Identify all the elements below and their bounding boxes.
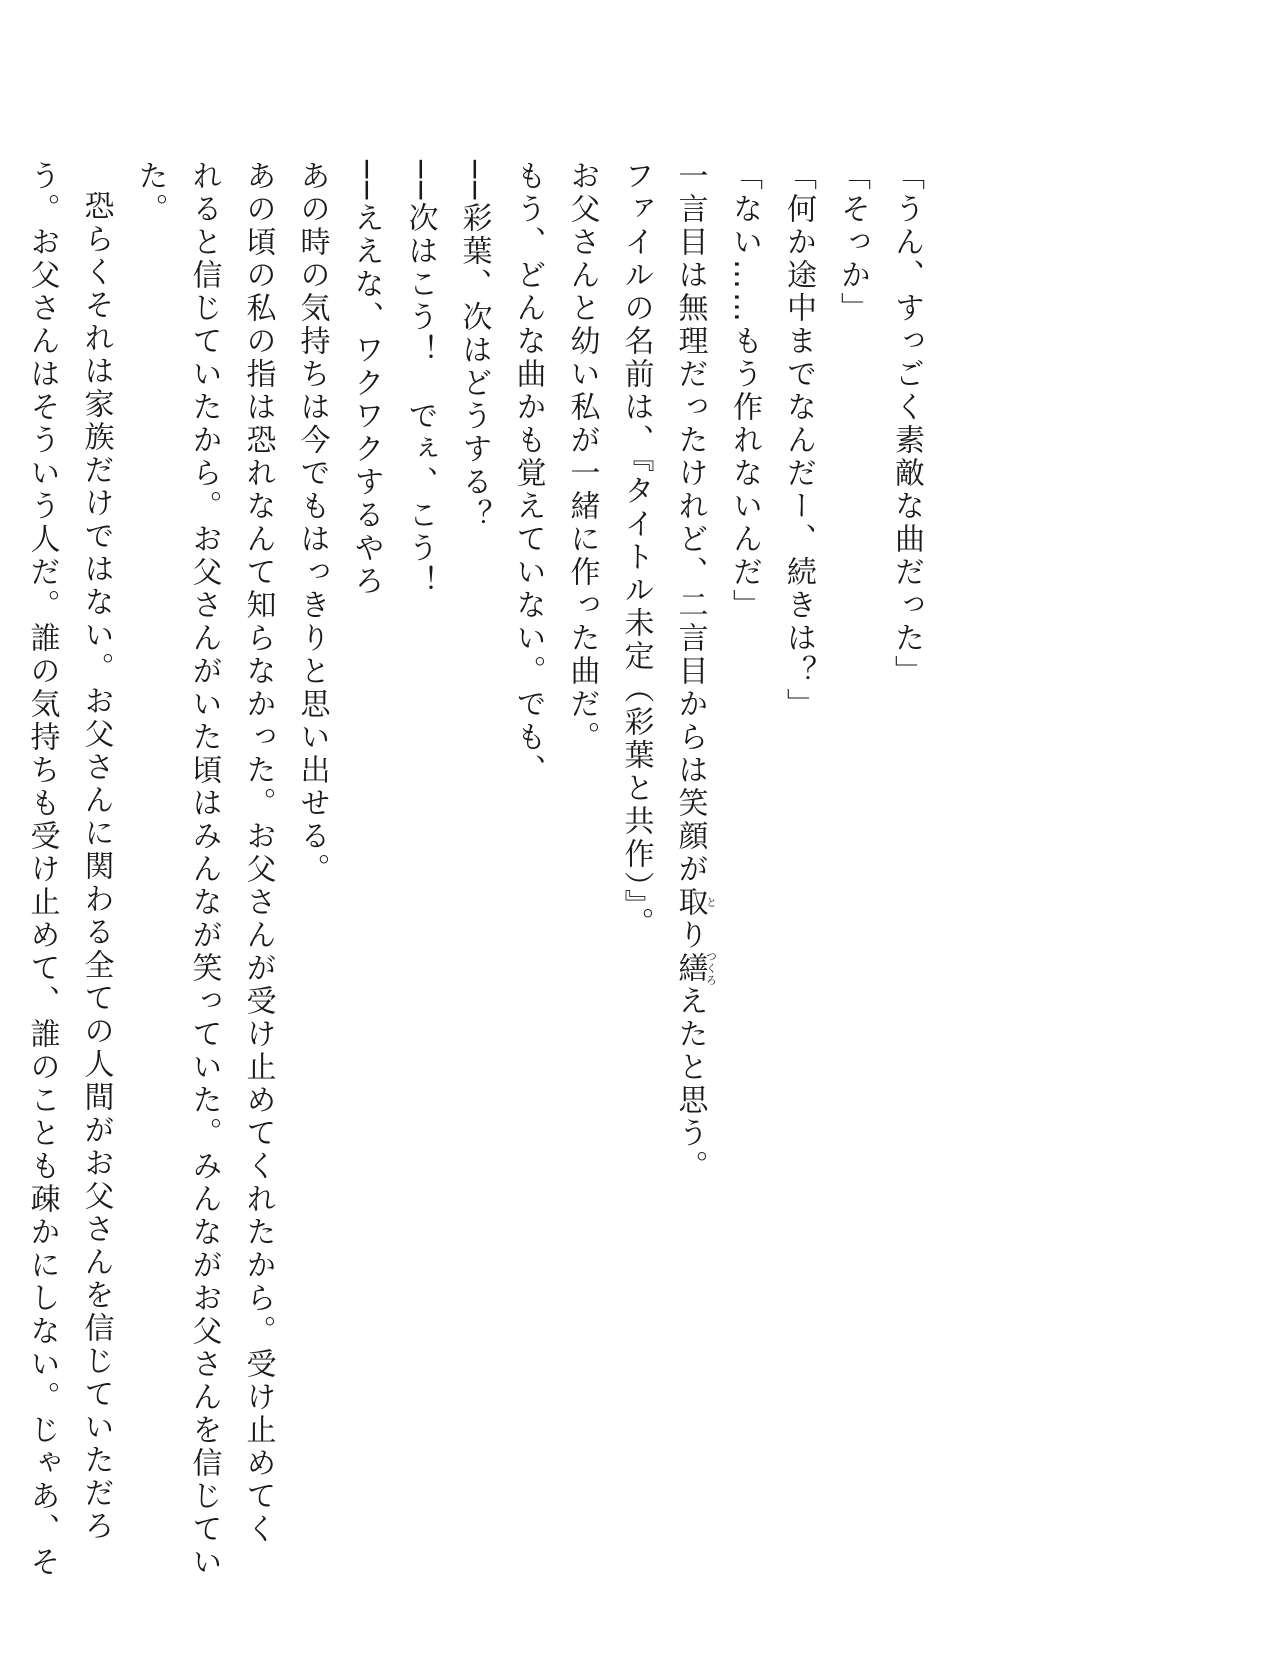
narration-line: れると信じていたから。お父さんがいた頃はみんなが笑っていた。みんながお父さんを信じてい [186,160,222,1579]
ruby-reading: つくろ [704,950,718,987]
narration-line: あの時の気持ちは今でもはっきりと思い出せる。 [294,160,330,886]
narration-line: う。お父さんはそういう人だ。誰の気持ちも受け止めて、誰のことも疎かにしない。じゃあ、そ [24,160,60,1579]
narration-line: た。 [132,160,168,226]
ruby-reading-toru: と [704,886,718,919]
narration-line: もう、どんな曲かも覚えていない。でも、 [510,160,546,787]
ruby-line-before: 一言目は無理だったけれど、二言目からは笑顔が [672,160,708,886]
dialogue-line: 「ない……もう作れないんだ」 [727,160,762,622]
memory-dialogue-line: ──彩葉、次はどうする？ [456,160,492,533]
vertical-text-body [15,160,934,1579]
narration-line: お父さんと幼い私が一緒に作った曲だ。 [564,160,600,754]
narration-line: ファイルの名前は、『タイトル未定（彩葉と共作）』。 [618,160,654,940]
narration-line: 恐らくそれは家族だけではない。お父さんに関わる全ての人間がお父さんを信じていただろ [78,190,114,1543]
ruby-line-after: えたと思う。 [672,985,708,1183]
dialogue-line: 「何か途中までなんだー、続きは？」 [781,160,816,721]
narration-line: あの頃の私の指は恐れなんて知らなかった。お父さんが受け止めてくれたから。受け止めてく [240,160,276,1546]
memory-dialogue-line: ──ええな、ワクワクするやろ [348,160,384,599]
dialogue-line: 「うん、すっごく素敵な曲だった」 [889,160,924,688]
ruby-line-before-rest: り [672,919,708,952]
narration-line-with-ruby [663,160,718,1530]
ruby-annotation [672,950,718,987]
ruby-base-toru: 取 [672,886,708,919]
memory-dialogue-line: ──次はこう！ でぇ、こう！ [402,160,438,599]
dialogue-line: 「そっか」 [835,160,870,325]
ruby-annotation-toru [672,886,718,919]
ruby-base: 繕 [672,950,708,987]
